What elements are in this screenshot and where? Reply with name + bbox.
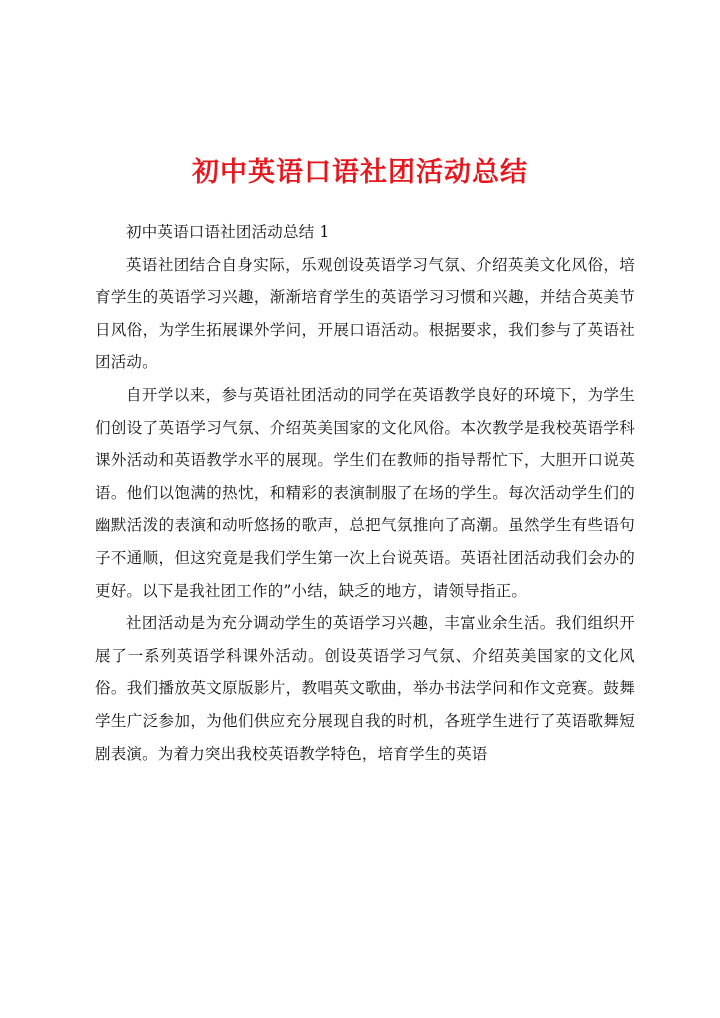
section-heading: 初中英语口语社团活动总结 1 xyxy=(126,223,330,241)
paragraph-3: 社团活动是为充分调动学生的英语学习兴趣，丰富业余生活。我们组织开展了一系列英语学科课外活动。创设英语学习气氛、介绍英美国家的文化风俗。我们播放英文原版影片，教唱英文歌曲，举办书法学问和作文竞赛。鼓舞学生广泛参加，为他们供应充分展现自我的时机，各班学生进行了英语歌舞短剧表演。为着力突出我校英语教学特色，培育学生的英语 xyxy=(95,614,635,763)
paragraph-1: 英语社团结合自身实际，乐观创设英语学习气氛、介绍英美文化风俗，培育学生的英语学习兴趣，渐渐培育学生的英语学习习惯和兴趣，并结合英美节日风俗，为学生拓展课外学问，开展口语活动。根据要求，我们参与了英语社团活动。 xyxy=(95,255,635,372)
paragraph-2: 自开学以来，参与英语社团活动的同学在英语教学良好的环境下，为学生们创设了英语学习气氛、介绍英美国家的文化风俗。本次教学是我校英语学科课外活动和英语教学水平的展现。学生们在教师的指导帮忙下，大胆开口说英语。他们以饱满的热忱，和精彩的表演制服了在场的学生。每次活动学生们的幽默活泼的表演和动听悠扬的歌声，总把气氛推向了高潮。虽然学生有些语句子不通顺，但这究竟是我们学生第一次上台说英语。英语社团活动我们会办的更好。以下是我社团工作的”小结，缺乏的地方，请领导指正。 xyxy=(95,385,635,600)
document-body xyxy=(95,216,635,770)
document-title: 初中英语口语社团活动总结 xyxy=(192,157,528,188)
